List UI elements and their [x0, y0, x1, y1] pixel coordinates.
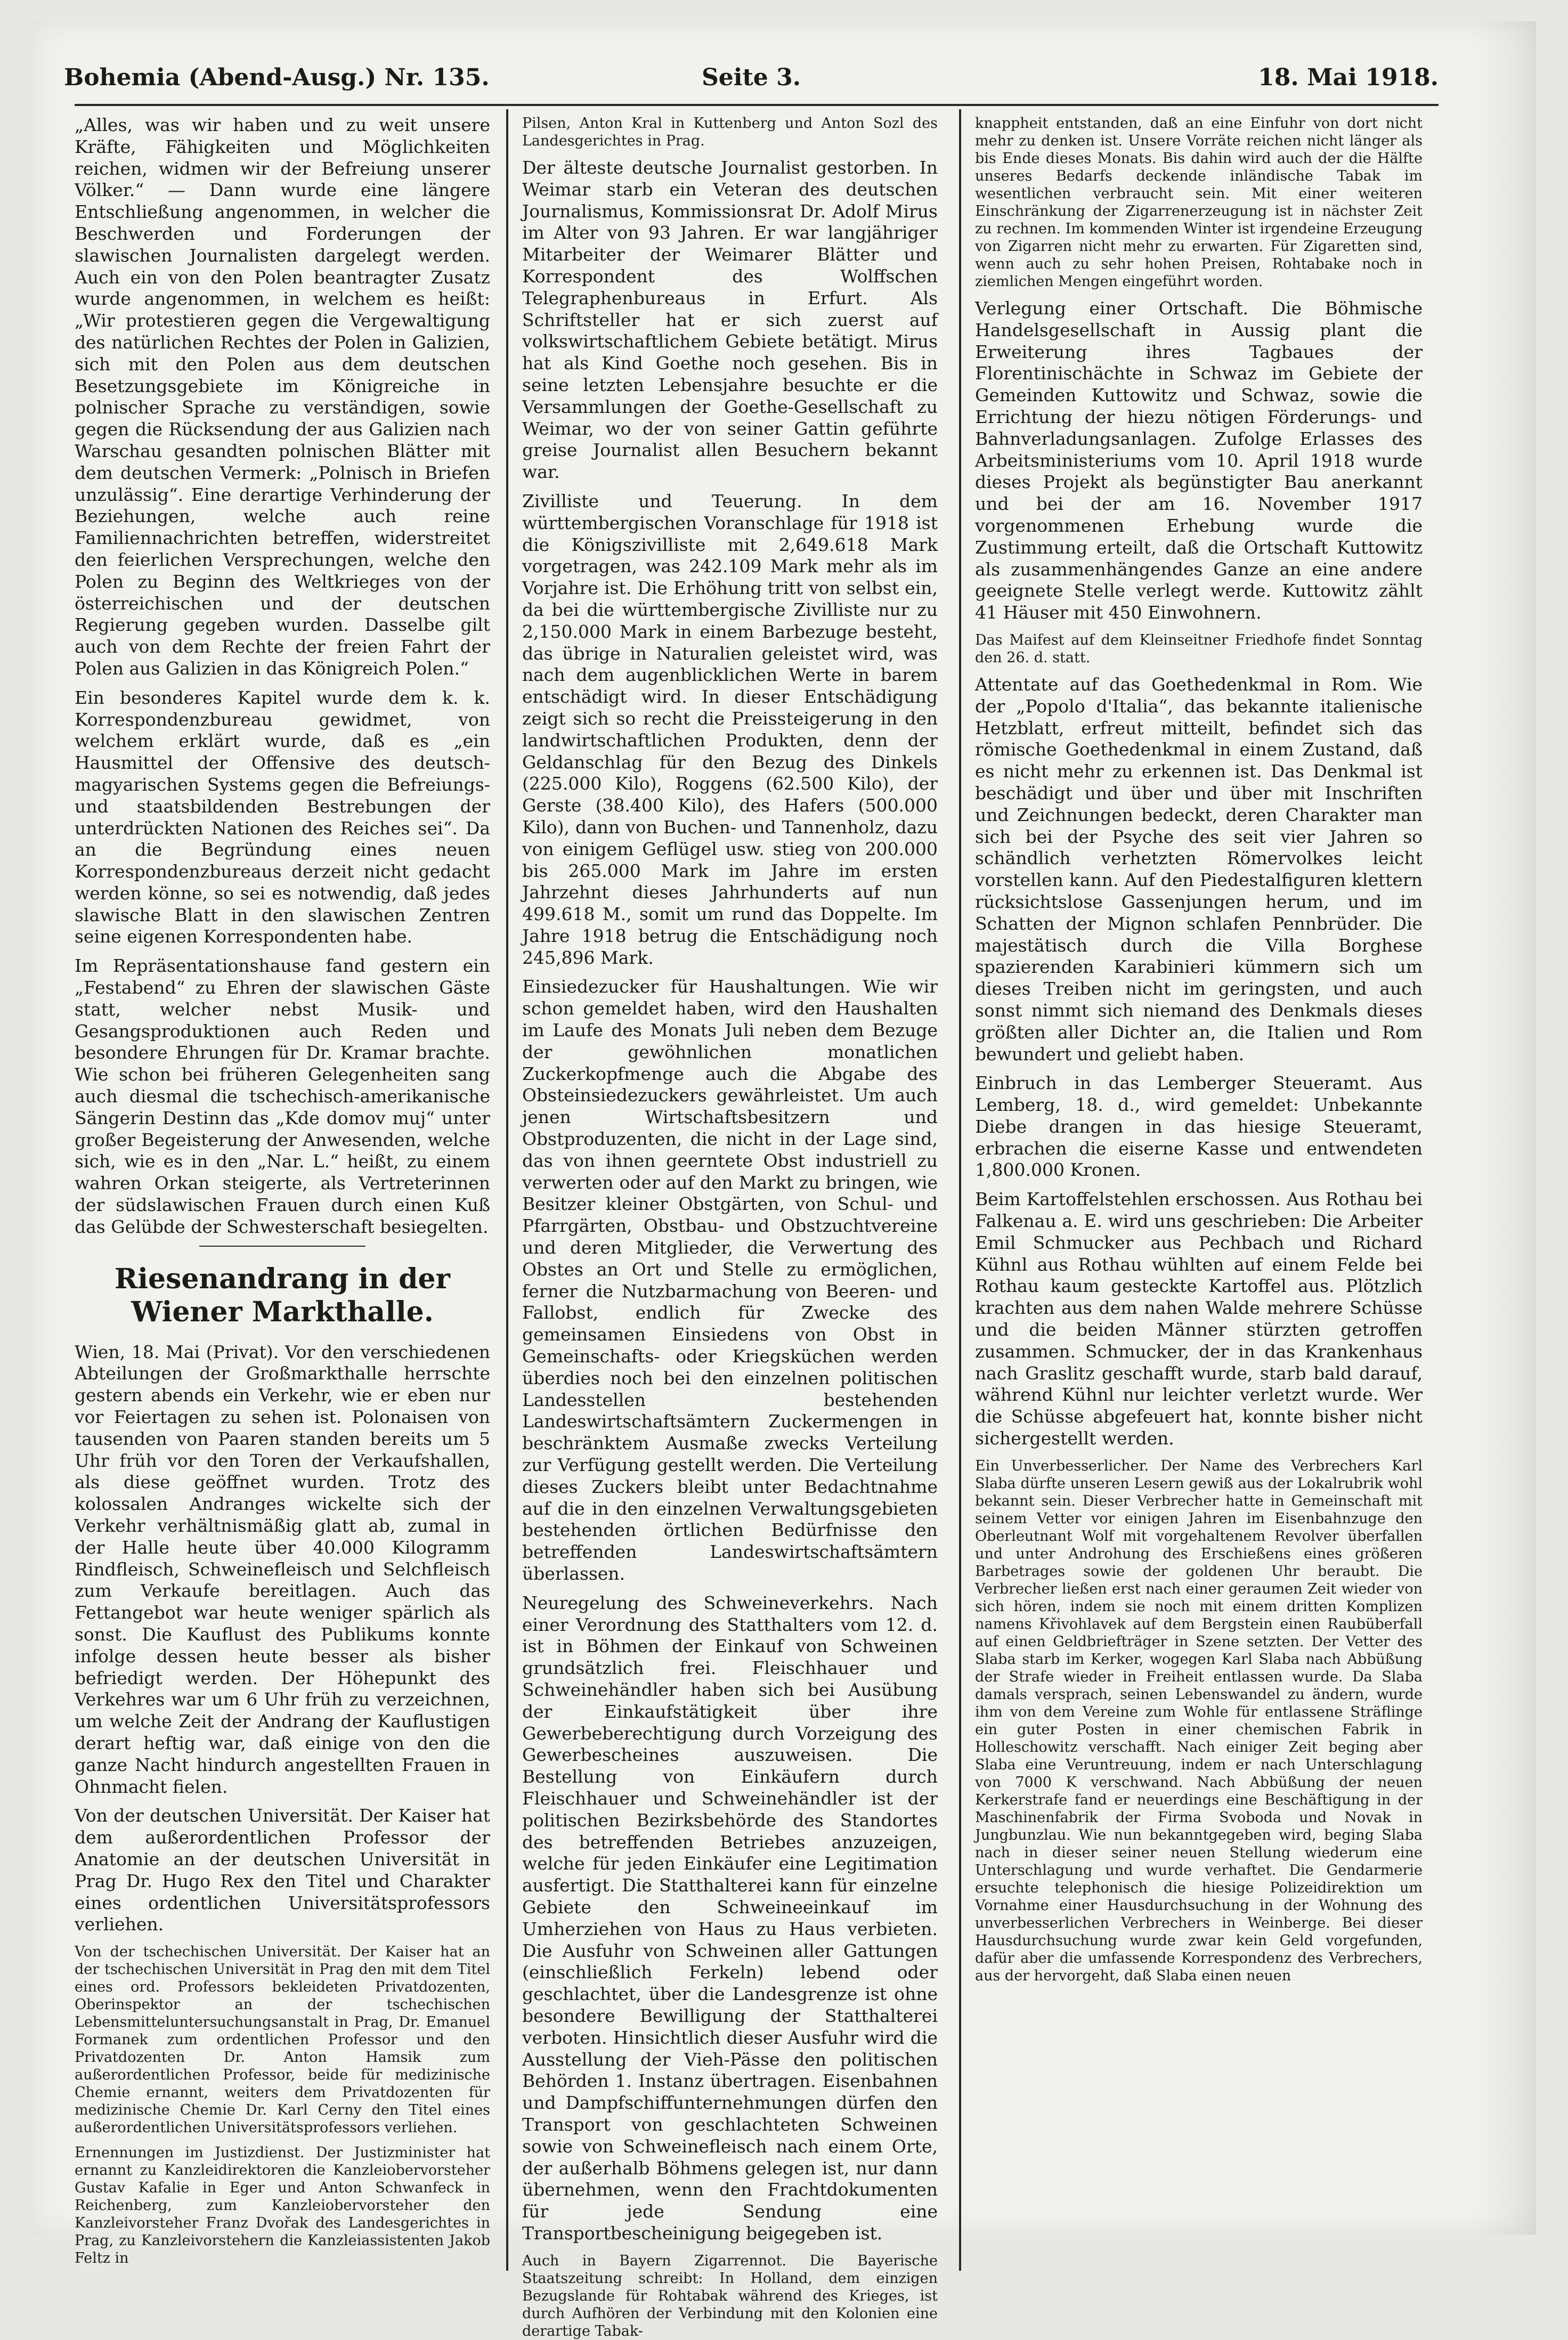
news-item: Pilsen, Anton Kral in Kuttenberg und Anton Sozl des Landesgerichtes in Prag. — [522, 115, 938, 149]
news-item: Neuregelung des Schweineverkehrs. Nach einer Verordnung des Statthalters vom 12. d. ist in Böhmen der Einkauf von Schweinen grundsätzlich frei. Fleischhauer und Schweinehändler haben sich bei Ausübung der Einkaufstätigkeit über ihre Gewerbeberechtigung durch Vorzeigung des Gewerbescheines auszuweisen. Die Bestellung von Einkäufern durch Fleischhauer und Schweinehändler ist der politischen Bezirksbehörde des Standortes des betreffenden Betriebes anzuzeigen, welche für jeden Einkäufer eine Legitimation ausfertigt. Die Statthalterei kann für einzelne Gebiete den Schweineeinkauf im Umherziehen von Haus zu Haus verbieten. Die Ausfuhr von Schweinen aller Gattungen (einschließlich Ferkeln) lebend oder geschlachtet, über die Landesgrenze ist ohne besondere Bewilligung der Statthalterei verboten. Hinsichtlich dieser Ausfuhr wird die Ausstellung der Vieh-Pässe den politischen Behörden 1. Instanz übertragen. Eisenbahnen und Dampfschiffunternehmungen dürfen den Transport von geschlachteten Schweinen sowie von Schweinefleisch nach einem Orte, der außerhalb Böhmens gelegen ist, nur dann übernehmen, wenn den Frachtdokumenten für jede Sendung eine Transportbescheinigung beigegeben ist. — [522, 1592, 938, 2244]
news-item: Ein Unverbesserlicher. Der Name des Verbrechers Karl Slaba dürfte unseren Lesern gewiß aus der Lokalrubrik wohl bekannt sein. Dieser Verbrecher hatte in Gemeinschaft mit seinem Vetter vor einigen Jahren im Eisenbahnzuge den Oberleutnant Wolf mit vorgehaltenem Revolver überfallen und unter Androhung des Erschießens eines größeren Barbetrages sowie der goldenen Uhr beraubt. Die Verbrecher ließen erst nach einer geraumen Zeit wieder von sich hören, indem sie noch mit einem dritten Komplizen namens Křivohlavek auf dem Bergstein einen Raubüberfall auf einen Geldbriefträger in Szene setzten. Der Vetter des Slaba starb im Kerker, wogegen Karl Slaba nach Abbüßung der Strafe wieder in Freiheit entlassen wurde. Da Slaba damals versprach, seinen Lebenswandel zu ändern, wurde ihm von dem Vereine zum Wohle für entlassene Sträflinge ein guter Posten in einer chemischen Fabrik in Holleschowitz verschafft. Nach einiger Zeit beging aber Slaba eine Veruntreuung, indem er nach Unterschlagung von 7000 K verschwand. Nach Abbüßung der neuen Kerkerstrafe fand er neuerdings eine Beschäftigung in der Maschinenfabrik der Firma Svoboda und Novak in Jungbunzlau. Wie nun bekanntgegeben wird, beging Slaba nach in dieser seiner neuen Stellung wiederum eine Unterschlagung und wurde verhaftet. Die Gendarmerie ersuchte telephonisch die hiesige Polizeidirektion um Vornahme einer Hausdurchsuchung in der Wohnung des unverbesserlichen Verbrechers in Weinberge. Bei dieser Hausdurchsuchung wurde zwar kein Geld vorgefunden, dafür aber die umfassende Korrespondenz des Verbrechers, aus der hervorgeht, daß Slaba einen neuen — [975, 1457, 1423, 1984]
news-item: Verlegung einer Ortschaft. Die Böhmische Handelsgesellschaft in Aussig plant die Erweiterung ihres Tagbaues der Florentinischächte in Schwaz im Gebiete der Gemeinden Kuttowitz und Schwaz, sowie die Errichtung der hiezu nötigen Förderungs- und Bahnverladungsanlagen. Zufolge Erlasses des Arbeitsministeriums vom 10. April 1918 wurde dieses Projekt als begünstigter Bau anerkannt und bei der am 16. November 1917 vorgenommenen Erhebung wurde die Zustimmung erteilt, daß die Ortschaft Kuttowitz als zusammenhängendes Ganze an eine andere geeignete Stelle verlegt werde. Kuttowitz zählt 41 Häuser mit 450 Einwohnern. — [975, 298, 1423, 623]
page-header — [64, 53, 1439, 101]
news-item: Einsiedezucker für Haushaltungen. Wie wir schon gemeldet haben, wird den Haushalten im Laufe des Monats Juli neben dem Bezuge der gewöhnlichen monatlichen Zuckerkopfmenge auch die Abgabe des Obsteinsiedezuckers gewährleistet. Um auch jenen Wirtschaftsbesitzern und Obstproduzenten, die nicht in der Lage sind, das von ihnen geerntete Obst industriell zu verwerten oder auf den Markt zu bringen, wie Besitzer kleiner Obstgärten, von Schul- und Pfarrgärten, Obstbau- und Obstzuchtvereine und deren Mitglieder, die Verwertung des Obstes an Ort und Stelle zu ermöglichen, ferner die Nutzbarmachung von Beeren- und Fallobst, endlich für Zwecke des gemeinsamen Einsiedens von Obst in Gemeinschafts- oder Kriegsküchen werden überdies noch bei den einzelnen politischen Landesstellen bestehenden Landeswirtschaftsämtern Zuckermengen in beschränktem Ausmaße zwecks Verteilung zur Verfügung gestellt werden. Die Verteilung dieses Zuckers bleibt unter Bedachtnahme auf die in den einzelnen Verwaltungsgebieten bestehenden örtlichen Bedürfnisse den betreffenden Landeswirtschaftsämtern überlassen. — [522, 976, 938, 1584]
news-item: Attentate auf das Goethedenkmal in Rom. Wie der „Popolo d'Italia“, das bekannte italienische Hetzblatt, erfreut mitteilt, befindet sich das römische Goethedenkmal in einem Zustand, daß es nicht mehr zu erkennen ist. Das Denkmal ist beschädigt und über und über mit Inschriften und Zeichnungen bedeckt, deren Charakter man sich bei der Psyche des seit vier Jahren so schändlich verhetzten Römervolkes leicht vorstellen kann. Auf den Piedestalfiguren klettern rücksichtslose Gassenjungen herum, und im Schatten der Mignon schlafen Pennbrüder. Die majestätisch durch die Villa Borghese spazierenden Karabinieri kümmern sich um dieses Treiben nicht im geringsten, und auch sonst nimmt sich niemand des Denkmals dieses größten aller Dichter an, die Italien und Rom bewundert und geliebt haben. — [975, 673, 1423, 1065]
article-paragraph: Im Repräsentationshause fand gestern ein „Festabend“ zu Ehren der slawischen Gäste statt, welcher nebst Musik- und Gesangsproduktionen auch Reden und besondere Ehrungen für Dr. Kramar brachte. Wie schon bei früheren Gelegenheiten sang auch diesmal die tschechisch-amerikanische Sängerin Destinn das „Kde domov muj“ unter großer Begeisterung der Anwesenden, welche sich, wie es in den „Nar. L.“ heißt, zu einem wahren Orkan steigerte, als Vertreterinnen der südslawischen Frauen durch einen Kuß das Gelübde der Schwesterschaft besiegelten. — [75, 955, 490, 1237]
article-headline: Riesenandrang in der Wiener Markthalle. — [115, 1262, 450, 1328]
article-paragraph: Ein besonderes Kapitel wurde dem k. k. Korrespondenzbureau gewidmet, von welchem erklärt wurde, daß es „ein Hausmittel der Offensive des deutsch-magyarischen Systems gegen die Befreiungs- und staatsbildenden Bestrebungen der unterdrückten Nationen des Reiches sei“. Da an die Begründung eines neuen Korrespondenzbureaus derzeit nicht gedacht werden könne, so sei es notwendig, daß jedes slawische Blatt in den slawischen Zentren seine eigenen Korrespondenten habe. — [75, 687, 490, 947]
news-item: Von der tschechischen Universität. Der Kaiser hat an der tschechischen Universität in Prag den mit dem Titel eines ord. Professors bekleideten Privatdozenten, Oberinspektor an der tschechischen Lebensmitteluntersuchungsanstalt in Prag, Dr. Emanuel Formanek zum ordentlichen Professor und den Privatdozenten Dr. Anton Hamsik zum außerordentlichen Professor, beide für medizinische Chemie ernannt, weiters dem Privatdozenten für medizinische Chemie Dr. Karl Cerny den Titel eines außerordentlichen Universitätsprofessors verliehen. — [75, 1944, 490, 2136]
news-item: Ernennungen im Justizdienst. Der Justizminister hat ernannt zu Kanzleidirektoren die Kanzleiobervorsteher Gustav Kafalie in Eger und Anton Schwanfeck in Reichenberg, zum Kanzleiobervorsteher den Kanzleivorsteher Franz Dvořak des Landesgerichtes in Prag, zu Kanzleivorstehern die Kanzleiassistenten Jakob Feltz in — [75, 2144, 490, 2267]
section-separator — [199, 1246, 365, 1247]
article-paragraph: „Alles, was wir haben und zu weit unsere Kräfte, Fähigkeiten und Möglichkeiten reichen, widmen wir der Befreiung unserer Völker.“ — Dann wurde eine längere Entschließung angenommen, in welcher die Beschwerden und Forderungen der slawischen Journalisten dargelegt werden. Auch ein von den Polen beantragter Zusatz wurde angenommen, in welchem es heißt: „Wir protestieren gegen die Vergewaltigung des natürlichen Rechtes der Polen in Galizien, sich mit den Polen aus dem deutschen Besetzungsgebiete im Königreiche in polnischer Sprache zu verständigen, sowie gegen die Rücksendung der aus Galizien nach Warschau gesandten polnischen Blätter mit dem deutschen Vermerk: „Polnisch in Briefen unzulässig“. Eine derartige Verhinderung der Beziehungen, welche auch reine Familiennachrichten betreffen, widerstreitet den feierlichen Versprechungen, welche den Polen zu Beginn des Weltkrieges von der österreichischen und der deutschen Regierung gegeben wurden. Dasselbe gilt auch von dem Rechte der freien Fahrt der Polen aus Galizien in das Königreich Polen.“ — [75, 115, 490, 679]
news-item: Einbruch in das Lemberger Steueramt. Aus Lemberg, 18. d., wird gemeldet: Unbekannte Diebe drangen in das hiesige Steueramt, erbrachen die eiserne Kasse und entwendeten 1,800.000 Kronen. — [975, 1072, 1423, 1181]
column-rule-2 — [959, 109, 961, 2271]
column-1 — [75, 115, 490, 2265]
article-paragraph: Wien, 18. Mai (Privat). Vor den verschiedenen Abteilungen der Großmarkthalle herrschte gestern abends ein Verkehr, wie er eben nur vor Feiertagen zu sehen ist. Polonaisen von tausenden von Paaren standen bereits um 5 Uhr früh vor den Toren der Verkaufshallen, als diese geöffnet wurden. Trotz des kolossalen Andranges wickelte sich der Verkehr verhältnismäßig glatt ab, zumal in der Halle heute über 40.000 Kilogramm Rindfleisch, Schweinefleisch und Selchfleisch zum Verkaufe bereitlagen. Auch das Fettangebot war heute weniger spärlich als sonst. Die Kauflust des Publikums konnte infolge dessen heute besser als bisher befriedigt werden. Der Höhepunkt des Verkehres war um 6 Uhr früh zu verzeichnen, um welche Zeit der Andrang der Kauflustigen derart heftig war, daß einige von den die ganze Nacht hindurch angestellten Frauen in Ohnmacht fielen. — [75, 1341, 490, 1797]
column-rule-1 — [506, 109, 508, 2271]
news-item: Der älteste deutsche Journalist gestorben. In Weimar starb ein Veteran des deutschen Journalismus, Kommissionsrat Dr. Adolf Mirus im Alter von 93 Jahren. Er war langjähriger Mitarbeiter der Weimarer Blätter und Korrespondent des Wolffschen Telegraphenbureaus in Erfurt. Als Schriftsteller hat er sich zuerst auf volkswirtschaftlichem Gebiete betätigt. Mirus hat als Kind Goethe noch gesehen. Bis in seine letzten Lebensjahre besuchte er die Versammlungen der Goethe-Gesellschaft zu Weimar, wo der von seiner Gattin geführte greise Journalist allen Besuchern bekannt war. — [522, 157, 938, 483]
news-item: Das Maifest auf dem Kleinseitner Friedhofe findet Sonntag den 26. d. statt. — [975, 631, 1423, 666]
news-item: Zivilliste und Teuerung. In dem württembergischen Voranschlage für 1918 ist die Königszivilliste mit 2,649.618 Mark vorgetragen, was 242.109 Mark mehr als im Vorjahre ist. Die Erhöhung tritt von selbst ein, da bei die württembergische Zivilliste nur zu 2,150.000 Mark in einem Barbezuge besteht, das übrige in Naturalien geleistet wird, was nach dem augenblicklichen Werte in barem entschädigt wird. In dieser Entschädigung zeigt sich so recht die Preissteigerung in den landwirtschaftlichen Produkten, denn der Geldanschlag für den Bezug des Dinkels (225.000 Kilo), Roggens (62.500 Kilo), der Gerste (38.400 Kilo), des Hafers (500.000 Kilo), dann von Buchen- und Tannenholz, dazu von einigem Geflügel usw. stieg von 200.000 bis 265.000 Mark im Jahre im ersten Jahrzehnt dieses Jahrhunderts auf nun 499.618 M., somit um rund das Doppelte. Im Jahre 1918 betrug die Entschädigung noch 245,896 Mark. — [522, 490, 938, 968]
header-rule — [75, 104, 1439, 106]
news-item: Auch in Bayern Zigarrennot. Die Bayerische Staatszeitung schreibt: In Holland, dem einzigen Bezugslande für Rohtabak während des Krieges, ist durch Aufhören der Verbindung mit den Kolonien eine derartige Tabak- — [522, 2252, 938, 2339]
header-page-number: Seite 3. — [701, 64, 801, 91]
page-fold-shadow — [1472, 21, 1536, 2235]
column-2 — [522, 115, 938, 2339]
header-date: 18. Mai 1918. — [1258, 64, 1439, 91]
column-3 — [975, 115, 1423, 2265]
article-paragraph: Von der deutschen Universität. Der Kaiser hat dem außerordentlichen Professor der Anatomie an der deutschen Universität in Prag Dr. Hugo Rex den Titel und Charakter eines ordentlichen Universitätsprofessors verliehen. — [75, 1805, 490, 1935]
news-item: knappheit entstanden, daß an eine Einfuhr von dort nicht mehr zu denken ist. Unsere Vorräte reichen nicht länger als bis Ende dieses Monats. Bis dahin wird auch der die Hälfte unseres Bedarfs deckende inländische Tabak im wesentlichen verbraucht sein. Mit einer weiteren Einschränkung der Zigarrenerzeugung ist in nächster Zeit zu rechnen. Im kommenden Winter ist irgendeine Erzeugung von Zigarren nicht mehr zu erwarten. Für Zigaretten sind, wenn auch zu sehr hohen Preisen, Rohtabake noch in ziemlichen Mengen eingeführt worden. — [975, 115, 1423, 290]
header-publication: Bohemia (Abend-Ausg.) Nr. 135. — [64, 64, 490, 91]
news-item: Beim Kartoffelstehlen erschossen. Aus Rothau bei Falkenau a. E. wird uns geschrieben: Die Arbeiter Emil Schmucker aus Pechbach und Richard Kühnl aus Rothau wühlten auf einem Felde bei Rothau kaum gesteckte Kartoffel aus. Plötzlich krachten aus dem nahen Walde mehrere Schüsse und die beiden Männer stürzten getroffen zusammen. Schmucker, der in das Krankenhaus nach Graslitz geschafft wurde, starb bald darauf, während Kühnl nur leichter verletzt wurde. Wer die Schüsse abgefeuert hat, konnte bisher nicht sichergestellt werden. — [975, 1189, 1423, 1449]
